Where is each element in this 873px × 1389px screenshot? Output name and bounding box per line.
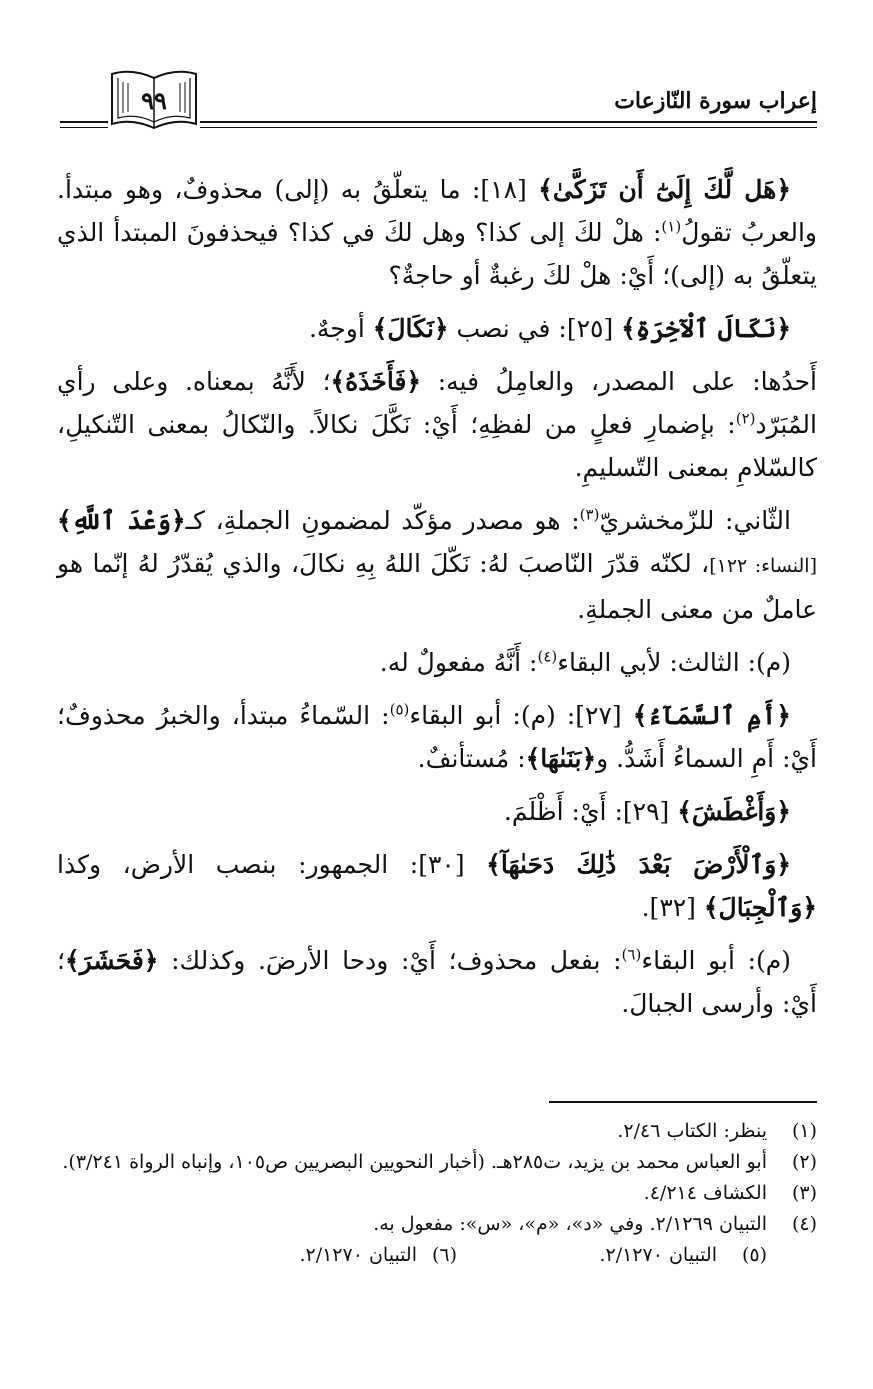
footnote-text: ينظر: الكتاب ٢/٤٦.: [617, 1120, 767, 1142]
paragraph-6: [57, 694, 817, 780]
footnote-item: [57, 1147, 817, 1178]
quran-quote: ﴿وَأَغْطَشَ﴾: [677, 797, 791, 826]
footnote-item: [57, 1209, 817, 1240]
footnote-item: [299, 1240, 457, 1271]
running-header-title: إعراب سورة النّازعات: [614, 88, 817, 114]
paragraph-text: أوجهٌ.: [308, 314, 365, 343]
footnote-item-pair: [57, 1240, 817, 1271]
verse-ref: [٢٩]: [622, 797, 670, 826]
paragraph-4: [57, 499, 817, 631]
footnote-number: (٣): [791, 1182, 817, 1204]
footnote-ref: (١): [661, 217, 682, 236]
paragraph-text: : مُستأنفٌ.: [417, 744, 526, 773]
quran-quote: ﴿وَٱلْأَرْضَ بَعْدَ ذَٰلِكَ دَحَىٰهَآ﴾: [486, 850, 791, 879]
verse-ref: [٢٥]: [566, 314, 614, 343]
footnotes: [57, 1116, 817, 1271]
footnote-ref: (٦): [621, 945, 642, 964]
footnote-ref: (٢): [735, 409, 756, 428]
paragraph-text: : أَنَّهُ مفعولٌ له.: [379, 648, 538, 677]
page-number-badge: [108, 66, 200, 134]
quran-quote: ﴿بَنَىٰهَا﴾: [525, 744, 597, 773]
footnote-text: الكشاف ٤/٢١٤.: [643, 1182, 767, 1204]
verse-ref: [١٨]: [480, 175, 527, 204]
verse-ref: [٣٠]: [418, 850, 465, 879]
footnote-number: (٤): [791, 1213, 817, 1235]
paragraph-7: [57, 790, 817, 833]
paragraph-text: (م): الثالث: لأبي البقاء: [557, 648, 791, 677]
paragraph-1: [57, 168, 817, 297]
paragraph-text: : السّماءُ مبتدأ، والخبرُ محذوفٌ؛ أَيْ: أَمِ السماءُ أَشَدُّ. و: [57, 701, 817, 773]
paragraph-8: [57, 843, 817, 929]
verse-ref: [٣٢]: [649, 893, 696, 922]
verse-ref: [٢٧]: [575, 701, 622, 730]
footnote-text: التبيان ٢/١٢٦٩. وفي «د»، «م»، «س»: مفعول به.: [373, 1213, 767, 1235]
quran-quote: ﴿فَحَشَرَ﴾: [64, 946, 159, 975]
paragraph-text: : في نصب: [456, 314, 567, 343]
paragraph-text: : بفعل محذوف؛ أَيْ: ودحا الأرضَ. وكذلك:: [171, 946, 622, 975]
paragraph-text: : هلْ لكَ إلى كذا؟ وهل لكَ في كذا؟ فيحذفونَ المبتدأ الذي يتعلّقُ به (إلى)؛ أَيْ: هلْ لكَ رغبةٌ أو حاجةٌ؟: [57, 218, 817, 290]
paragraph-text: : ما يتعلّقُ به (إلى) محذوفٌ، وهو مبتدأ. والعربُ تقولُ: [57, 175, 818, 247]
paragraph-text: ؛ لأَنَّهُ بمعناه. وعلى رأي المُبَرّد: [57, 367, 817, 439]
footnote-item: [57, 1178, 817, 1209]
body-text: [57, 168, 817, 1035]
surah-ref: [النساء: ١٢٢]: [709, 555, 817, 577]
paragraph-text: ؛ أَيْ: وأرسى الجبالَ.: [57, 946, 817, 1018]
footnote-text: أبو العباس محمد بن يزيد، ت٢٨٥هـ. (أخبار النحويين البصريين ص١٠٥، وإنباه الرواة ٣/٢٤١).: [62, 1151, 767, 1173]
quran-quote: ﴿نَكَالَ﴾: [372, 314, 449, 343]
paragraph-text: : (م): أبو البقاء: [409, 701, 576, 730]
quran-quote: ﴿وَٱلْجِبَالَ﴾: [703, 893, 817, 922]
paragraph-text: : الجمهور: بنصب الأرض، وكذا: [57, 850, 419, 879]
footnote-separator: [549, 1101, 817, 1103]
footnote-text: التبيان ٢/١٢٧٠.: [299, 1244, 417, 1266]
footnote-item: [57, 1116, 817, 1147]
quran-quote: ﴿أَمِ ٱلسَّمَآءُ﴾: [632, 701, 791, 730]
paragraph-3: [57, 360, 817, 489]
footnote-item: [457, 1240, 767, 1271]
quran-quote: ﴿نَكَالَ ٱلْآخِرَةِ﴾: [621, 314, 791, 343]
paragraph-text: .: [641, 893, 650, 922]
paragraph-9: [57, 939, 817, 1025]
paragraph-text: أَحدُها: على المصدر، والعامِلُ فيه:: [437, 367, 817, 396]
paragraph-text: ، لكنّه قدّرَ النّاصبَ لهُ: نَكّلَ اللهُ بِهِ نكالَ، والذي يُقدّرُ لهُ إنّما هو عاملٌ من معنى الجملةِ.: [57, 549, 817, 624]
quran-quote: ﴿فَأَخَذَهُ﴾: [330, 367, 422, 396]
paragraph-text: : بإضمارِ فعلٍ من لفظِهِ؛ أَيْ: نَكَّلَ نكالاً. والنّكالُ بمعنى التّنكيلِ، كالسّلامِ بمعنى التّسليمِ.: [57, 410, 817, 482]
footnote-number: (٢): [791, 1151, 817, 1173]
footnote-ref: (٤): [537, 647, 558, 666]
paragraph-text: الثّاني: للزّمخشريّ: [599, 506, 791, 535]
quran-quote: ﴿وَعْدَ ٱللَّهِ﴾: [57, 506, 186, 535]
footnote-number: (٥): [741, 1244, 767, 1266]
quran-quote: ﴿هَل لَّكَ إِلَىٰٓ أَن تَزَكَّىٰ﴾: [538, 175, 791, 204]
footnote-ref: (٣): [579, 505, 600, 524]
paragraph-text: : أَيْ: أَظْلَمَ.: [503, 797, 623, 826]
paragraph-text: (م): أبو البقاء: [641, 946, 792, 975]
paragraph-2: [57, 307, 817, 350]
footnote-ref: (٥): [389, 700, 410, 719]
paragraph-text: : هو مصدر مؤكّد لمضمونِ الجملةِ، كـ: [185, 506, 580, 535]
page-number: ٩٩: [141, 86, 167, 115]
footnote-number: (١): [791, 1120, 817, 1142]
footnote-text: التبيان ٢/١٢٧٠.: [599, 1244, 717, 1266]
footnote-number: (٦): [431, 1244, 457, 1266]
paragraph-5: [57, 641, 817, 684]
